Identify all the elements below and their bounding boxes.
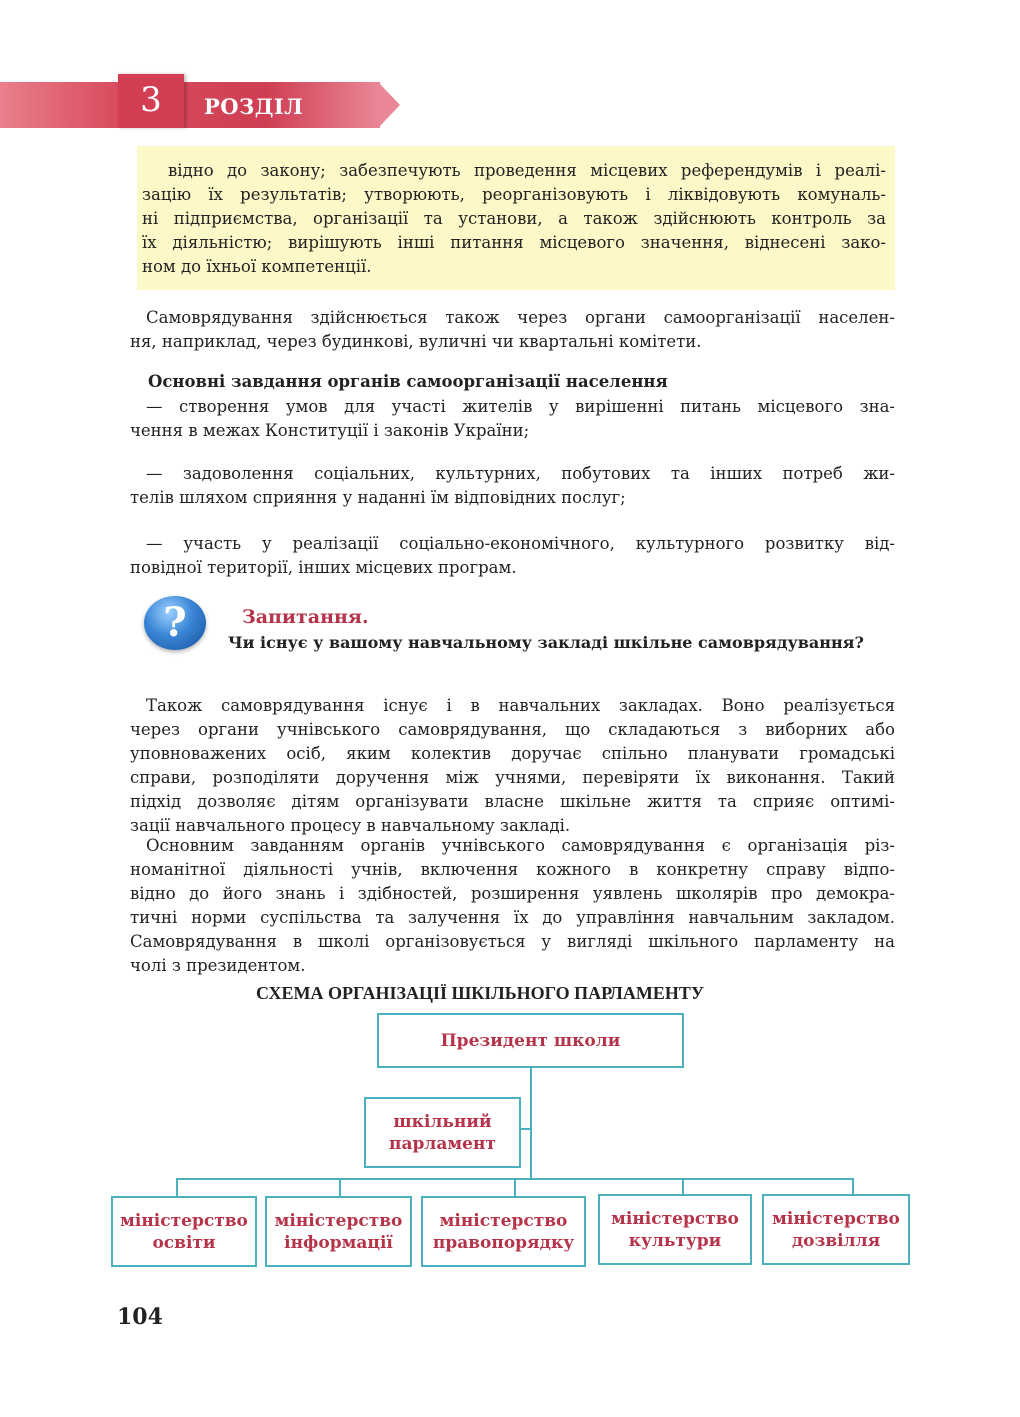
president-label: Президент школи xyxy=(440,1030,621,1051)
question-title: Запитання. xyxy=(242,606,369,628)
paragraph-line: ня, наприклад, через будинкові, вуличні чи квартальні комітети. xyxy=(130,332,702,351)
task-line: — задоволення соціальних, культурних, побутових та інших потреб жи- xyxy=(146,464,895,483)
task-item xyxy=(130,532,895,580)
note-line: зацію їх результатів; утворюють, реорганізовують і ліквідовують комуналь- xyxy=(142,185,886,204)
ministry-label-line: міністерство xyxy=(611,1208,739,1229)
president-node xyxy=(377,1013,684,1068)
paragraph-line: Основним завданням органів учнівського самоврядування є організація різ- xyxy=(146,836,895,855)
paragraph-line: тичні норми суспільства та залучення їх до управління навчальним закладом. xyxy=(130,908,895,927)
note-line: ном до їхньої компетенції. xyxy=(142,257,372,276)
ministry-law-order-node xyxy=(421,1196,586,1267)
paragraph-line: чолі з президентом. xyxy=(130,956,306,975)
connector-line xyxy=(339,1178,341,1196)
chapter-banner xyxy=(0,82,380,128)
question-text: Чи існує у вашому навчальному закладі шкільне самоврядування? xyxy=(228,633,864,652)
ministry-label-line: міністерство xyxy=(120,1210,248,1231)
connector-line xyxy=(852,1178,854,1194)
note-line: їх діяльністю; вирішують інші питання місцевого значення, віднесені зако- xyxy=(142,233,886,252)
note-text xyxy=(142,159,886,279)
paragraph-line: номанітної діяльності учнів, включення кожного в конкретну справу відпо- xyxy=(130,860,895,879)
connector-line xyxy=(682,1178,684,1194)
task-item xyxy=(130,462,895,510)
paragraph-line: уповноважених осіб, яким колектив доручає спільно планувати громадські xyxy=(130,744,895,763)
tasks-heading: Основні завдання органів самоорганізації населення xyxy=(148,372,668,391)
task-line: — участь у реалізації соціально-економічного, культурного розвитку від- xyxy=(146,534,895,553)
chapter-banner-arrow xyxy=(378,82,400,128)
connector-line xyxy=(176,1178,178,1196)
task-line: чення в межах Конституції і законів України; xyxy=(130,421,530,440)
paragraph-line: підхід дозволяє дітям організувати власне шкільне життя та сприяє оптимі- xyxy=(130,792,895,811)
parliament-label-line: парламент xyxy=(389,1133,496,1154)
paragraph-self-organization xyxy=(130,306,895,354)
schema-title: СХЕМА ОРГАНІЗАЦІЇ ШКІЛЬНОГО ПАРЛАМЕНТУ xyxy=(255,983,705,1003)
task-line: — створення умов для участі жителів у вирішенні питань місцевого зна- xyxy=(146,397,895,416)
task-line: повідної території, інших місцевих програм. xyxy=(130,558,517,577)
paragraph-line: Самоврядування в школі організовується у вигляді шкільного парламенту на xyxy=(130,932,895,951)
ministry-leisure-node xyxy=(762,1194,910,1265)
ministry-information-node xyxy=(265,1196,412,1267)
ministry-label-line: освіти xyxy=(152,1232,216,1253)
task-line: телів шляхом сприяння у наданні їм відповідних послуг; xyxy=(130,488,626,507)
paragraph-main-tasks xyxy=(130,834,895,978)
paragraph-line: Також самоврядування існує і в навчальних закладах. Воно реалізується xyxy=(146,696,895,715)
note-line: ні підприємства, організації та установи, а також здійснюють контроль за xyxy=(142,209,886,228)
paragraph-line: відно до його знань і здібностей, розширення уявлень школярів про демокра- xyxy=(130,884,895,903)
paragraph-line: зації навчального процесу в навчальному закладі. xyxy=(130,816,571,835)
question-icon: ? xyxy=(144,596,206,650)
paragraph-line: через органи учнівського самоврядування, що складаються з виборних або xyxy=(130,720,895,739)
paragraph-line: Самоврядування здійснюється також через органи самоорганізації населен- xyxy=(146,308,895,327)
ministry-label-line: правопорядку xyxy=(432,1232,575,1253)
chapter-number: 3 xyxy=(118,74,184,128)
ministry-label-line: міністерство xyxy=(439,1210,568,1231)
ministry-education-node xyxy=(111,1196,257,1267)
parliament-label-line: шкільний xyxy=(393,1111,492,1132)
connector-line xyxy=(530,1067,532,1179)
chapter-label: РОЗДІЛ xyxy=(204,94,304,119)
connector-line xyxy=(514,1178,516,1196)
ministry-label-line: дозвілля xyxy=(791,1230,881,1251)
connector-line xyxy=(521,1128,531,1130)
note-line: відно до закону; забезпечують проведення місцевих референдумів і реалі- xyxy=(168,161,886,180)
page-number: 104 xyxy=(117,1304,163,1330)
ministry-culture-node xyxy=(598,1194,752,1265)
task-item xyxy=(130,395,895,443)
ministry-label-line: міністерство xyxy=(772,1208,900,1229)
ministry-label-line: культури xyxy=(628,1230,722,1251)
paragraph-school-self-government xyxy=(130,694,895,838)
ministry-label-line: міністерство xyxy=(274,1210,403,1231)
parliament-node xyxy=(364,1097,521,1168)
paragraph-line: справи, розподіляти доручення між учнями, перевіряти їх виконання. Такий xyxy=(130,768,895,787)
ministry-label-line: інформації xyxy=(284,1232,393,1253)
